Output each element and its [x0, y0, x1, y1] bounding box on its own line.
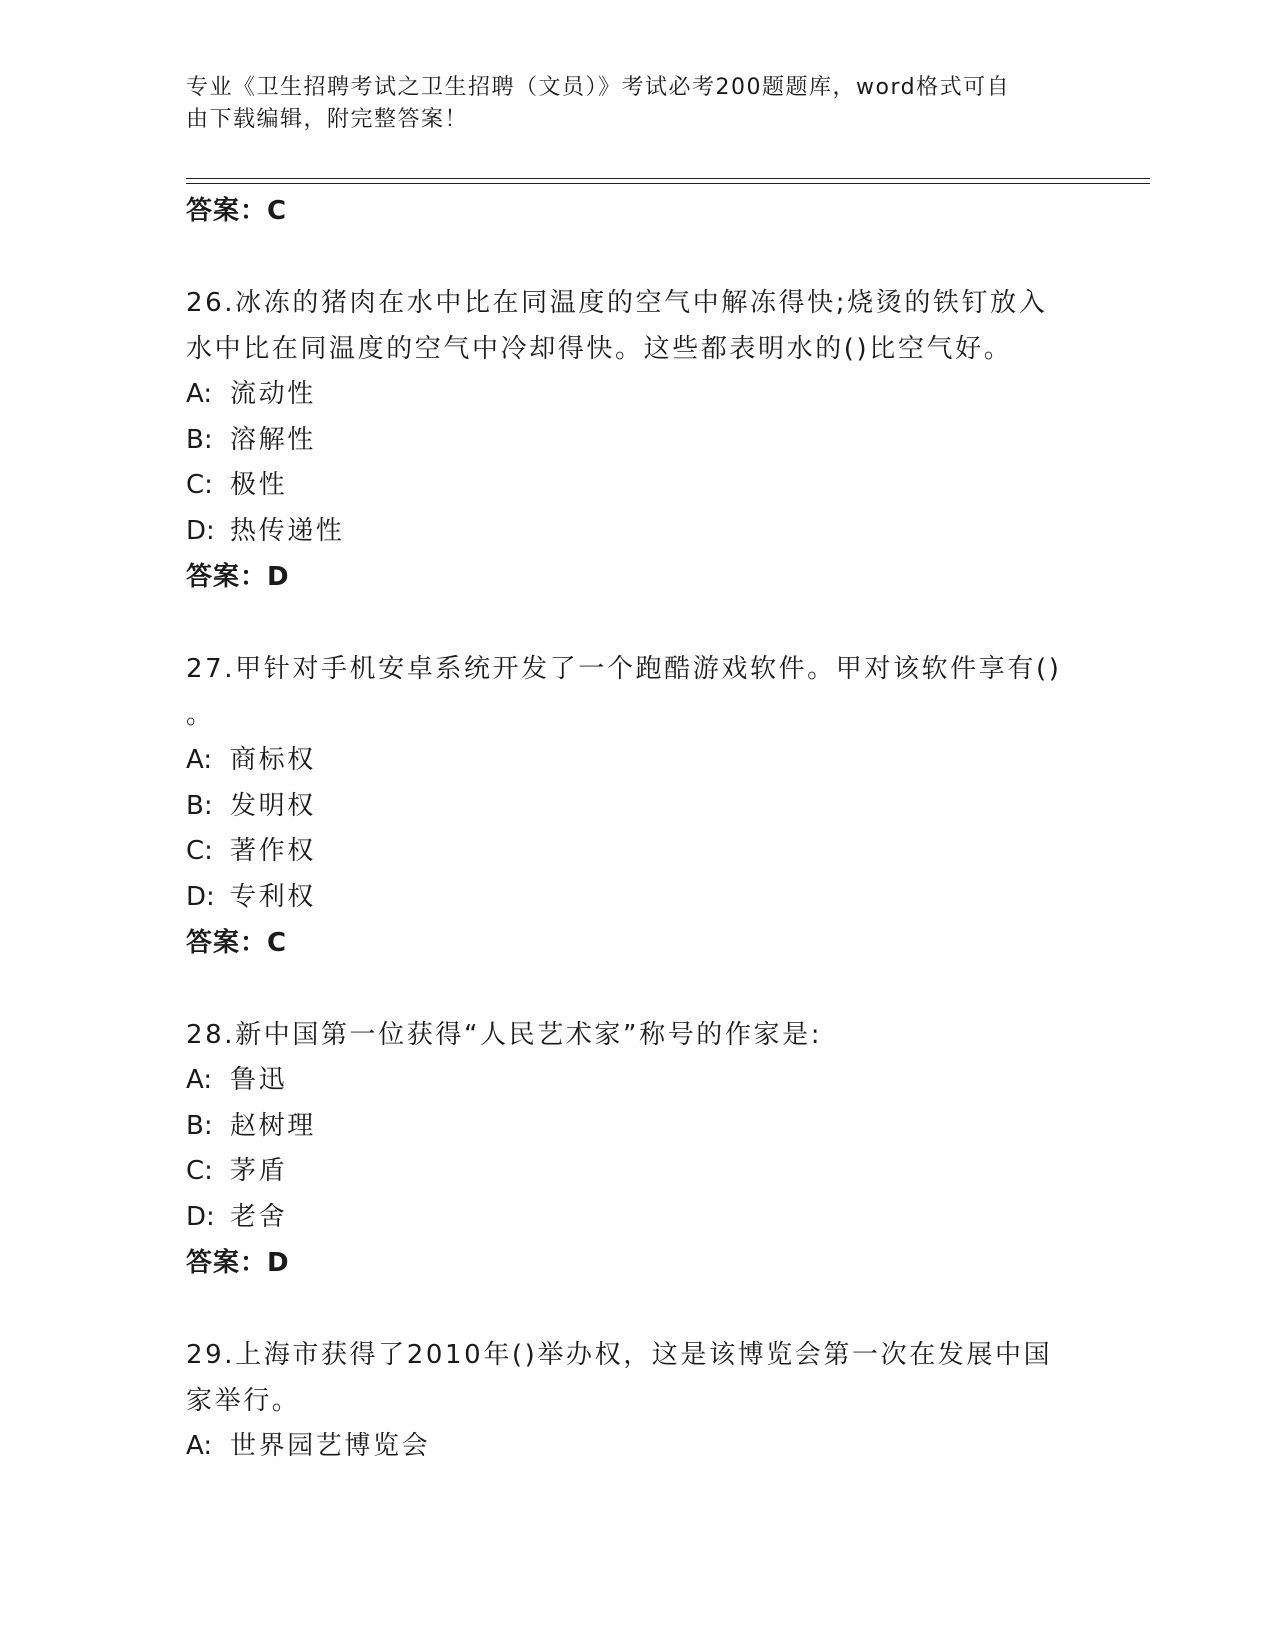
header-line-1: 专业《卫生招聘考试之卫生招聘（文员）》考试必考200题题库，word格式可自 [186, 75, 1011, 100]
question-block [186, 1332, 1086, 1470]
answer-line [186, 1240, 1086, 1286]
question-number: 28. [186, 1020, 236, 1050]
question-line: 。 [186, 700, 215, 730]
answer-label: 答案： [186, 196, 268, 226]
option-b: B: 溶解性 [186, 424, 316, 455]
question-line: 冰冻的猪肉在水中比在同温度的空气中解冻得快;烧烫的铁钉放入 [235, 288, 1048, 318]
question-block [186, 646, 1086, 966]
question-block [186, 1012, 1086, 1286]
answer-value: D [267, 562, 290, 592]
answer-label: 答案： [186, 562, 268, 592]
answer-label: 答案： [186, 1248, 268, 1278]
answer-line [186, 920, 1086, 966]
option-d: D: 专利权 [186, 881, 316, 912]
option-a: A: 商标权 [186, 745, 316, 775]
question-line: 新中国第一位获得“人民艺术家”称号的作家是: [235, 1020, 823, 1050]
header-divider-top [186, 178, 1150, 179]
header-divider-bottom [186, 183, 1150, 184]
option-a: A: 流动性 [186, 379, 316, 409]
question-list [186, 188, 1086, 1470]
question-line: 水中比在同温度的空气中冷却得快。这些都表明水的()比空气好。 [186, 334, 1013, 364]
document-header [186, 72, 1066, 136]
option-b: B: 赵树理 [186, 1110, 316, 1141]
question-line: 甲针对手机安卓系统开发了一个跑酷游戏软件。甲对该软件享有() [235, 654, 1062, 684]
header-line-2: 由下载编辑，附完整答案！ [186, 107, 469, 132]
answer-value: C [267, 196, 288, 226]
option-c: C: 极性 [186, 470, 288, 500]
option-b: B: 发明权 [186, 790, 316, 821]
question-number: 29. [186, 1340, 236, 1370]
answer-line [186, 188, 1086, 234]
answer-line [186, 554, 1086, 600]
option-c: C: 茅盾 [186, 1156, 288, 1186]
option-c: C: 著作权 [186, 836, 316, 866]
question-text [186, 1332, 1086, 1424]
question-line: 上海市获得了2010年()举办权，这是该博览会第一次在发展中国 [235, 1340, 1053, 1370]
question-line: 家举行。 [186, 1386, 301, 1416]
option-d: D: 老舍 [186, 1201, 288, 1232]
option-a: A: 鲁迅 [186, 1065, 288, 1095]
question-block [186, 280, 1086, 600]
answer-value: C [267, 928, 288, 958]
question-number: 27. [186, 654, 236, 684]
question-number: 26. [186, 288, 236, 318]
answer-value: D [267, 1248, 290, 1278]
option-d: D: 热传递性 [186, 515, 345, 546]
question-text [186, 1012, 1086, 1058]
question-text [186, 280, 1086, 372]
question-text [186, 646, 1086, 738]
answer-label: 答案： [186, 928, 268, 958]
option-a: A: 世界园艺博览会 [186, 1431, 431, 1461]
